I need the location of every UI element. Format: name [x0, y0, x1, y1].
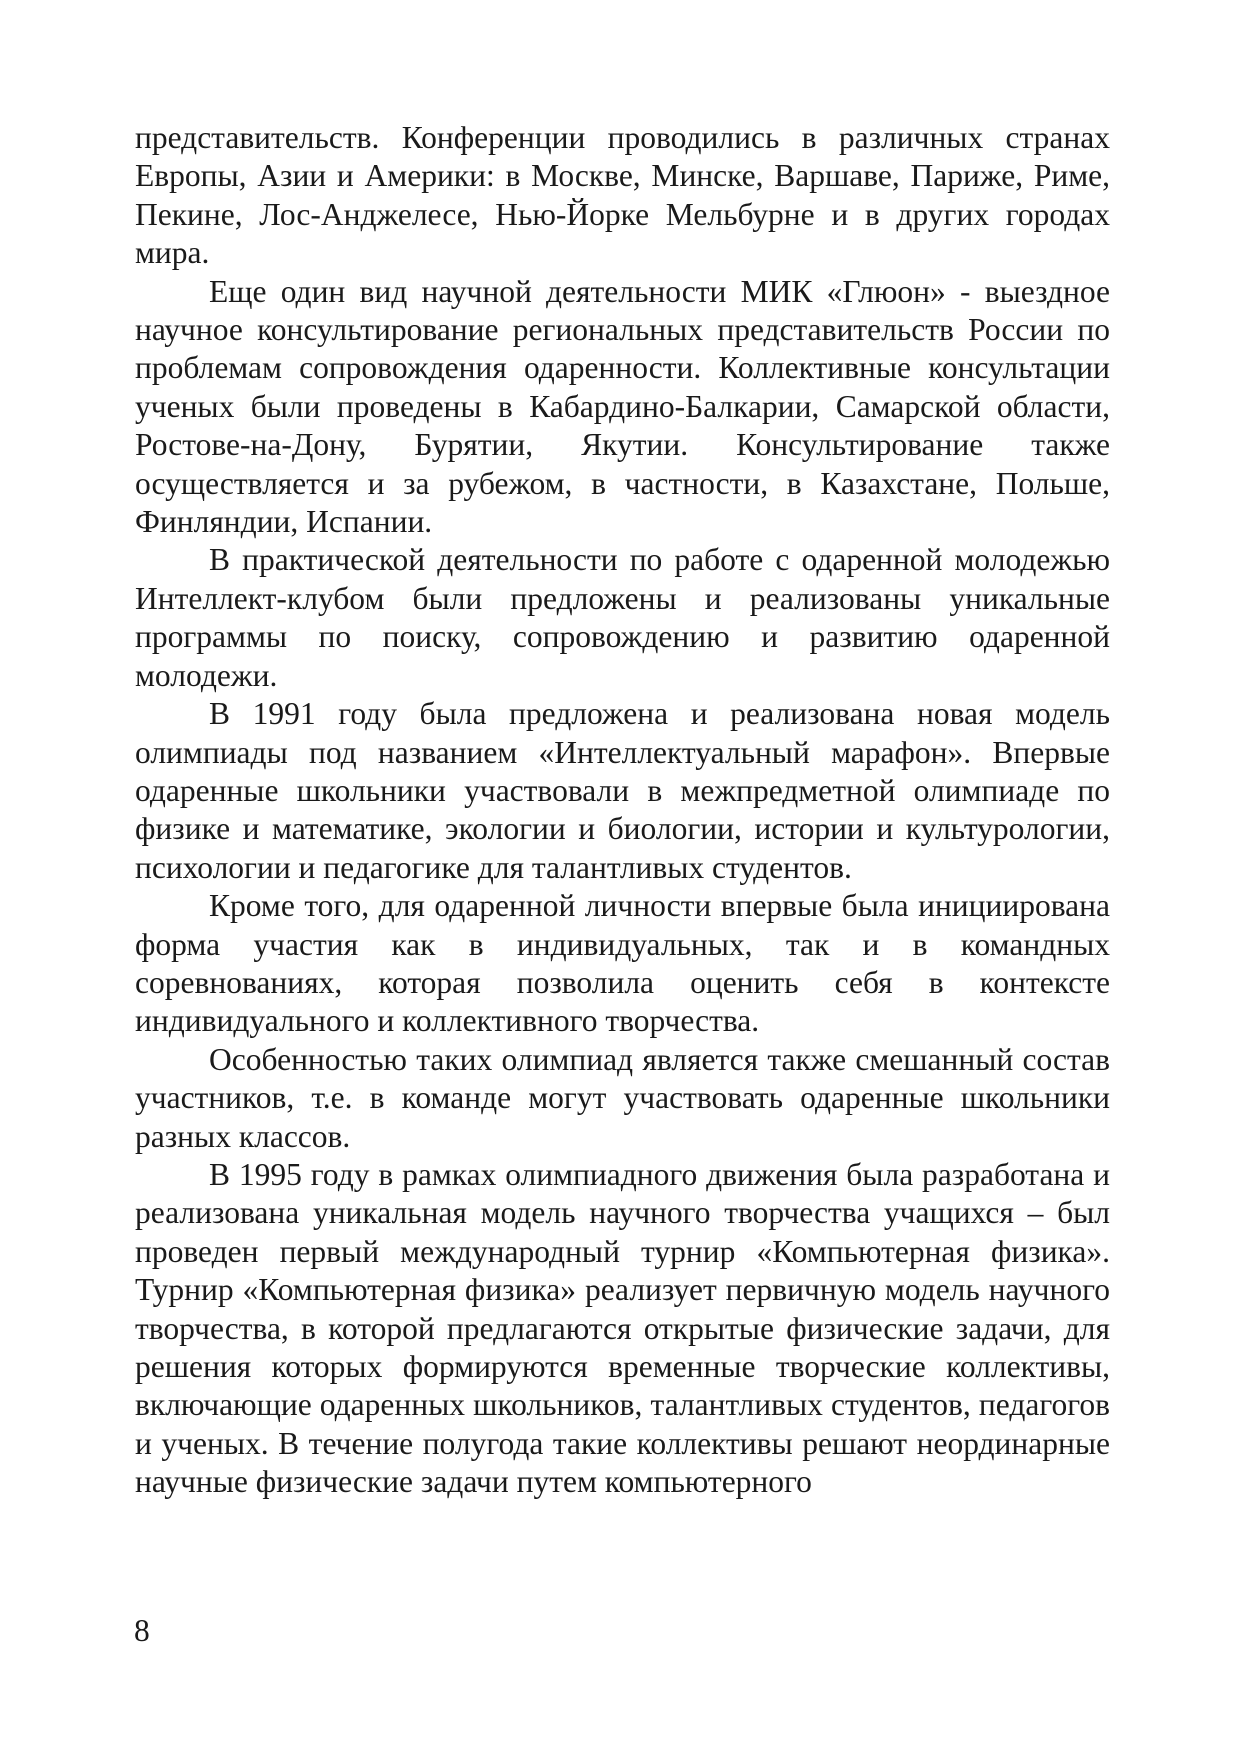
paragraph-4: В 1991 году была предложена и реализована новая модель олимпиады под названием «Интеллектуальный марафон». Впервые одаренные школьники участвовали в межпредметной олимпиаде по физике и математике, экологии и биологии, истории и культурологии, психологии и педагогике для талантливых студентов. [135, 696, 1110, 885]
paragraph-1: представительств. Конференции проводились в различных странах Европы, Азии и Америки: в Москве, Минске, Варшаве, Париже, Риме, Пекине, Лос-Анджелесе, Нью-Йорке Мельбурне и в других городах мира. [135, 120, 1110, 271]
paragraph-2: Еще один вид научной деятельности МИК «Глюон» - выездное научное консультирование региональных представительств России по проблемам сопровождения одаренности. Коллективные консультации ученых были проведены в Кабардино-Балкарии, Самарской области, Ростове-на-Дону, Бурятии, Якутии. Консультирование также осуществляется и за рубежом, в частности, в Казахстане, Польше, Финляндии, Испании. [135, 273, 1110, 540]
paragraph-6: Особенностью таких олимпиад является также смешанный состав участников, т.е. в команде могут участвовать одаренные школьники разных классов. [135, 1041, 1110, 1154]
paragraph-5: Кроме того, для одаренной личности впервые была инициирована форма участия как в индивидуальных, так и в командных соревнованиях, которая позволила оценить себя в контексте индивидуального и коллективного творчества. [135, 888, 1110, 1039]
body-text [135, 119, 1110, 1502]
paragraph-3: В практической деятельности по работе с одаренной молодежью Интеллект-клубом были предложены и реализованы уникальные программы по поиску, сопровождению и развитию одаренной молодежи. [135, 542, 1110, 693]
page-number: 8 [134, 1613, 150, 1648]
paragraph-7: В 1995 году в рамках олимпиадного движения была разработана и реализована уникальная модель научного творчества учащихся – был проведен первый международный турнир «Компьютерная физика». Турнир «Компьютерная физика» реализует первичную модель научного творчества, в которой предлагаются открытые физические задачи, для решения которых формируются временные творческие коллективы, включающие одаренных школьников, талантливых студентов, педагогов и ученых. В течение полугода такие коллективы решают неординарные научные физические задачи путем компьютерного [135, 1156, 1110, 1500]
